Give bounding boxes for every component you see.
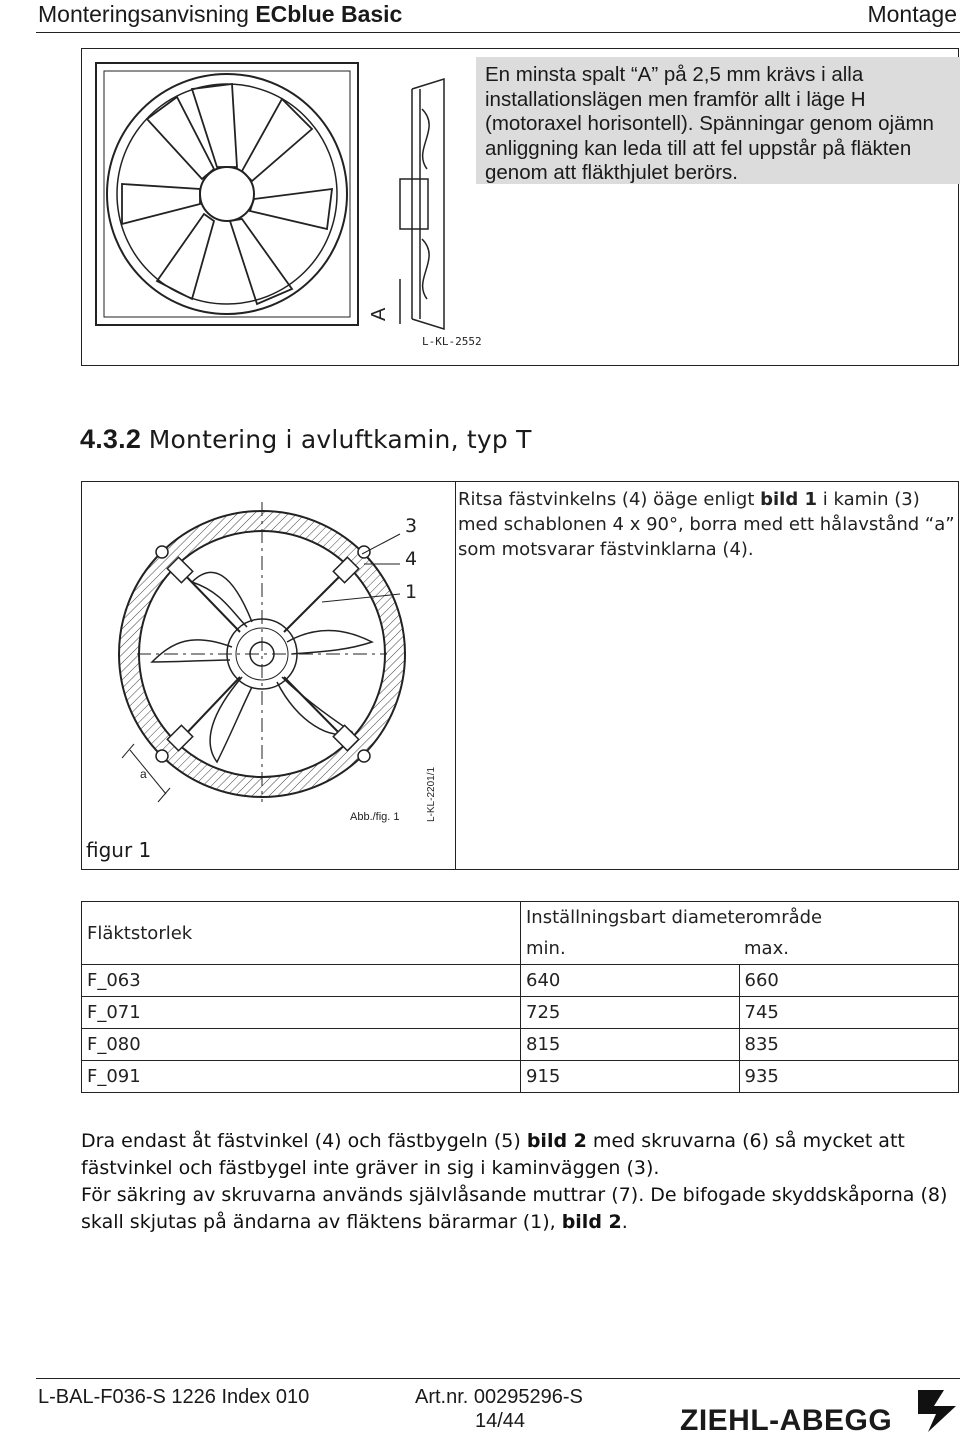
figure-caption: figur 1 bbox=[86, 838, 152, 862]
callout-4: 4 bbox=[405, 548, 418, 570]
section-title: Montering i avluftkamin, typ T bbox=[148, 425, 532, 454]
fan-front-drawing bbox=[82, 49, 482, 365]
drawing-code-top: L-KL-2552 bbox=[422, 335, 482, 348]
instruction-1: Dra endast åt fästvinkel (4) och fästbygeln (5) bild 2 med skruvarna (6) så mycket att fästvinkel och fästbygel inte gräver in sig i kaminväggen (3). bbox=[81, 1130, 905, 1179]
instruction-2: För säkring av skruvarna används självlåsande muttrar (7). De bifogade skyddskåporna (8) skall skjutas på ändarna av fläktens bärarmar (1), bild 2. bbox=[81, 1184, 948, 1233]
figure-1-note: Ritsa fästvinkelns (4) öäge enligt bild 1 i kamin (3) med schablonen 4 x 90°, borra med ett hålavstånd “a” som motsvarar fästvinklarna (4). bbox=[458, 489, 955, 560]
info-note-top: En minsta spalt “A” på 2,5 mm krävs i alla installationslägen men framför allt i läge H (motoraxel horisontell). Spänningar genom ojämn anliggning kan leda till att fel uppstår på fläkten genom att fläkthjulet berörs. bbox=[476, 57, 960, 184]
chimney-mount-drawing bbox=[82, 482, 454, 832]
callout-3: 3 bbox=[405, 515, 418, 537]
article-number: Art.nr. 00295296-S bbox=[415, 1386, 583, 1408]
section-number: 4.3.2 bbox=[80, 424, 142, 454]
section-heading bbox=[80, 424, 532, 455]
header-fan-size: Fläktstorlek bbox=[82, 902, 521, 965]
header-max: max. bbox=[739, 933, 959, 965]
document-title bbox=[38, 0, 402, 28]
header-rule bbox=[36, 32, 960, 33]
callout-list bbox=[405, 510, 417, 609]
drawing-code-fig1: L-KL-2201/1 bbox=[426, 766, 437, 822]
dim-a-label: A bbox=[368, 307, 390, 321]
fan-size-table bbox=[81, 901, 959, 1093]
header-diameter-range: Inställningsbart diameterområde bbox=[521, 902, 959, 934]
table-row: F_071 725 745 bbox=[82, 997, 959, 1029]
doc-id: L-BAL-F036-S 1226 Index 010 bbox=[38, 1386, 310, 1408]
figure-1-divider bbox=[455, 481, 456, 870]
dim-a-small-label: a bbox=[140, 767, 147, 781]
table-row: F_063 640 660 bbox=[82, 965, 959, 997]
brand-logo-icon bbox=[914, 1386, 960, 1434]
title-product: ECblue Basic bbox=[255, 1, 403, 27]
table-row: F_080 815 835 bbox=[82, 1029, 959, 1061]
brand-logo-text: ZIEHL-ABEGG bbox=[680, 1404, 893, 1437]
callout-1: 1 bbox=[405, 581, 418, 603]
header-min: min. bbox=[521, 933, 740, 965]
section-label: Montage bbox=[867, 1, 957, 27]
table-row: F_091 915 935 bbox=[82, 1061, 959, 1093]
instructions-paragraph bbox=[81, 1128, 959, 1236]
footer-rule bbox=[36, 1378, 960, 1379]
title-prefix: Monteringsanvisning bbox=[38, 1, 249, 27]
bild-ref: bild 1 bbox=[760, 489, 818, 510]
page-number: 14/44 bbox=[475, 1410, 526, 1432]
abb-fig-label: Abb./fig. 1 bbox=[350, 811, 400, 823]
